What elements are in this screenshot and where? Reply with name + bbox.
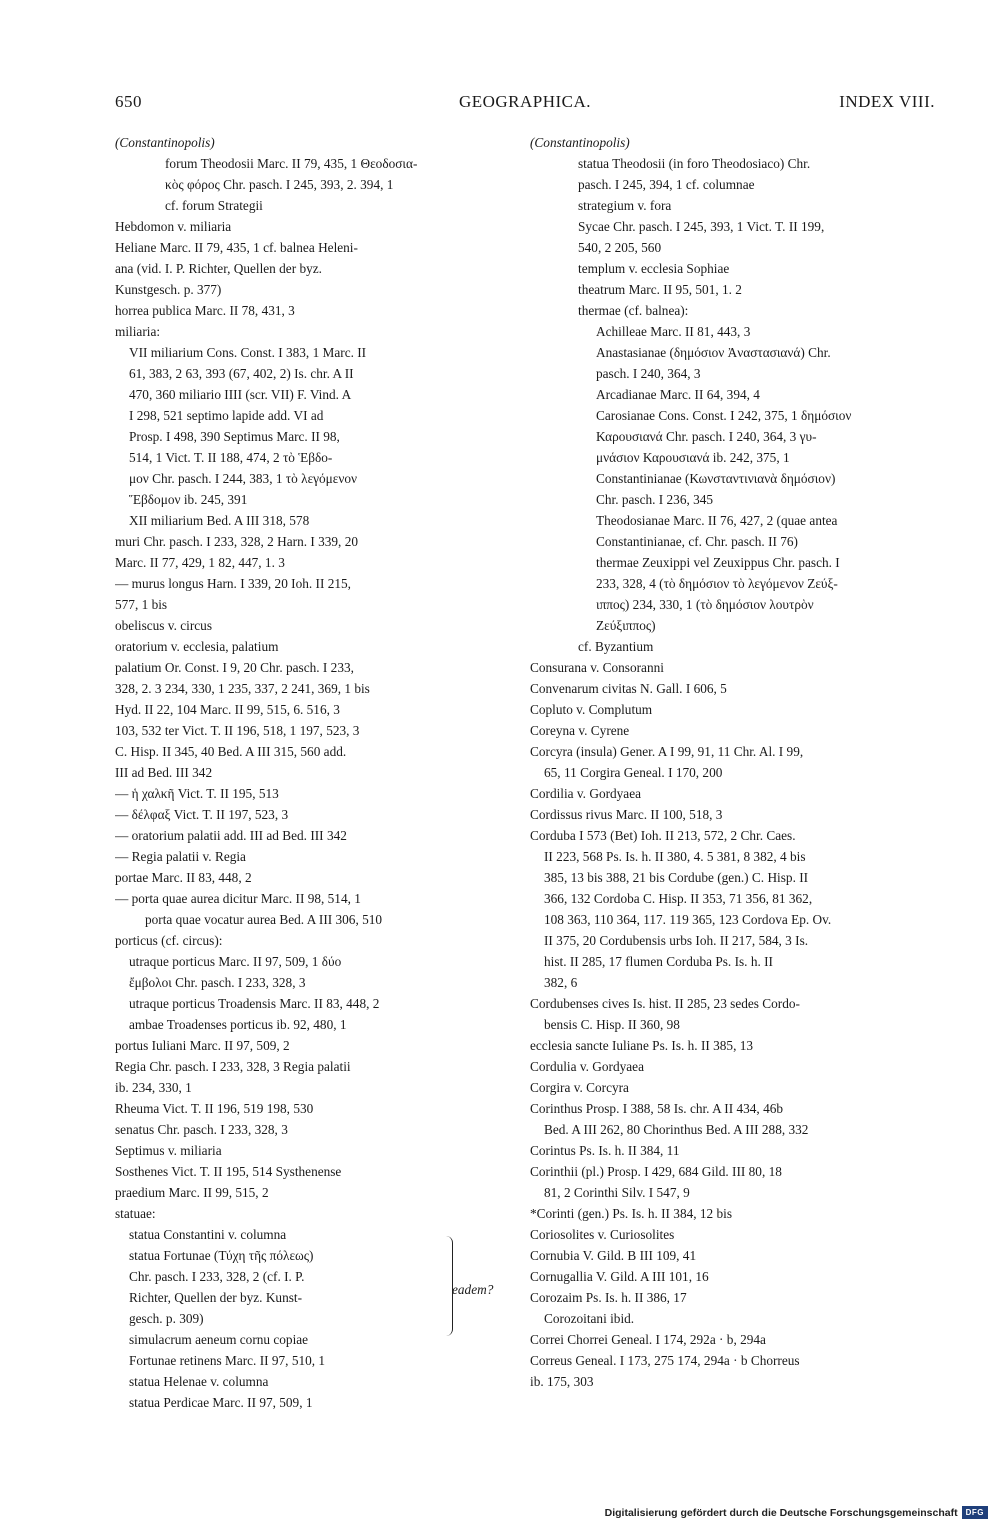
right-line: theatrum Marc. II 95, 501, 1. 2 [578, 282, 742, 297]
left-line: statua Fortunae (Τύχη τῆς πόλεως) [129, 1248, 314, 1263]
left-line: — ἡ χαλκῆ Vict. T. II 195, 513 [115, 786, 279, 801]
right-line: Corinthii (pl.) Prosp. I 429, 684 Gild. III 80, 18 [530, 1164, 782, 1179]
left-line: utraque porticus Troadensis Marc. II 83, 448, 2 [129, 996, 380, 1011]
margin-note-eadem: eadem? [452, 1282, 494, 1297]
right-line: Convenarum civitas N. Gall. I 606, 5 [530, 681, 727, 696]
right-line: Constantinianae, cf. Chr. pasch. II 76) [596, 534, 798, 549]
left-line: Sosthenes Vict. T. II 195, 514 Systhenense [115, 1164, 342, 1179]
left-line: 328, 2. 3 234, 330, 1 235, 337, 2 241, 369, 1 bis [115, 681, 370, 696]
left-line: porticus (cf. circus): [115, 933, 223, 948]
left-line: — porta quae aurea dicitur Marc. II 98, 514, 1 [115, 891, 361, 906]
right-line: Achilleae Marc. II 81, 443, 3 [596, 324, 751, 339]
right-line: ιππος) 234, 330, 1 (τὸ δημόσιον λουτρὸν [596, 597, 814, 612]
left-line: Fortunae retinens Marc. II 97, 510, 1 [129, 1353, 326, 1368]
index-label: INDEX VIII. [839, 92, 935, 111]
page-number: 650 [115, 92, 142, 111]
left-line: gesch. p. 309) [129, 1311, 204, 1326]
left-line: I 298, 521 septimo lapide add. VI ad [129, 408, 324, 423]
left-line: ib. 234, 330, 1 [115, 1080, 192, 1095]
left-line: senatus Chr. pasch. I 233, 328, 3 [115, 1122, 288, 1137]
left-line: — murus longus Harn. I 339, 20 Ioh. II 215, [115, 576, 351, 591]
left-line: Hyd. II 22, 104 Marc. II 99, 515, 6. 516, 3 [115, 702, 340, 717]
right-line: Chr. pasch. I 236, 345 [596, 492, 714, 507]
left-line: Regia Chr. pasch. I 233, 328, 3 Regia palatii [115, 1059, 351, 1074]
left-line: palatium Or. Const. I 9, 20 Chr. pasch. I 233, [115, 660, 354, 675]
left-line: statuae: [115, 1206, 156, 1221]
right-line: Ζεύξιππος) [596, 618, 656, 633]
right-line: 366, 132 Cordoba C. Hisp. II 353, 71 356, 81 362, [544, 891, 813, 906]
right-line: Corintus Ps. Is. h. II 384, 11 [530, 1143, 680, 1158]
right-line: Cornubia V. Gild. B III 109, 41 [530, 1248, 697, 1263]
right-line: Sycae Chr. pasch. I 245, 393, 1 Vict. T. II 199, [578, 219, 825, 234]
right-line: 65, 11 Corgira Geneal. I 170, 200 [544, 765, 723, 780]
right-line: Copluto v. Complutum [530, 702, 653, 717]
left-line: ἔμβολοι Chr. pasch. I 233, 328, 3 [129, 975, 306, 990]
right-line: statua Theodosii (in foro Theodosiaco) Chr. [578, 156, 811, 171]
right-line: Carosianae Cons. Const. I 242, 375, 1 δημόσιον [596, 408, 852, 423]
left-line: (Constantinopolis) [115, 135, 215, 150]
left-line: Rheuma Vict. T. II 196, 519 198, 530 [115, 1101, 314, 1116]
left-line: XII miliarium Bed. A III 318, 578 [129, 513, 310, 528]
right-line: μνάσιον Καρουσιανά ib. 242, 375, 1 [596, 450, 790, 465]
left-line: porta quae vocatur aurea Bed. A III 306, 510 [145, 912, 383, 927]
right-line: ecclesia sancte Iuliane Ps. Is. h. II 385, 13 [530, 1038, 754, 1053]
right-line: II 375, 20 Cordubensis urbs Ioh. II 217, 584, 3 Is. [544, 933, 809, 948]
left-line: forum Theodosii Marc. II 79, 435, 1 Θεοδοσια- [165, 156, 418, 171]
right-line: Corcyra (insula) Gener. A I 99, 91, 11 Chr. Al. I 99, [530, 744, 804, 759]
left-line: miliaria: [115, 324, 161, 339]
right-line: Corduba I 573 (Bet) Ioh. II 213, 572, 2 Chr. Caes. [530, 828, 796, 843]
right-line: Cordulia v. Gordyaea [530, 1059, 644, 1074]
right-line: Bed. A III 262, 80 Chorinthus Bed. A III 288, 332 [544, 1122, 809, 1137]
right-line: bensis C. Hisp. II 360, 98 [544, 1017, 680, 1032]
left-line: ambae Troadenses porticus ib. 92, 480, 1 [129, 1017, 347, 1032]
left-line: cf. forum Strategii [165, 198, 263, 213]
right-line: Cordissus rivus Marc. II 100, 518, 3 [530, 807, 723, 822]
left-line: muri Chr. pasch. I 233, 328, 2 Harn. I 339, 20 [115, 534, 359, 549]
left-line: oratorium v. ecclesia, palatium [115, 639, 279, 654]
left-line: — δέλφαξ Vict. T. II 197, 523, 3 [115, 807, 289, 822]
left-line: 61, 383, 2 63, 393 (67, 402, 2) Is. chr. A II [129, 366, 354, 381]
right-line: pasch. I 245, 394, 1 cf. columnae [578, 177, 755, 192]
right-line: (Constantinopolis) [530, 135, 630, 150]
left-line: simulacrum aeneum cornu copiae [129, 1332, 309, 1347]
left-line: portus Iuliani Marc. II 97, 509, 2 [115, 1038, 290, 1053]
right-line: cf. Byzantium [578, 639, 654, 654]
right-line: Correus Geneal. I 173, 275 174, 294a · b Chorreus [530, 1353, 800, 1368]
running-title: GEOGRAPHICA. [458, 92, 592, 111]
right-line: hist. II 285, 17 flumen Corduba Ps. Is. h. II [544, 954, 773, 969]
left-line: Richter, Quellen der byz. Kunst- [129, 1290, 303, 1305]
left-line: statua Helenae v. columna [129, 1374, 269, 1389]
right-line: Coriosolites v. Curiosolites [530, 1227, 675, 1242]
left-line: Ἕβδομον ib. 245, 391 [129, 492, 248, 507]
left-line: VII miliarium Cons. Const. I 383, 1 Marc. II [129, 345, 367, 360]
right-line: Constantinianae (Κωνσταντινιανὰ δημόσιον) [596, 471, 836, 486]
page-header [115, 92, 935, 116]
right-line: Corinthus Prosp. I 388, 58 Is. chr. A II 434, 46b [530, 1101, 784, 1116]
right-line: thermae Zeuxippi vel Zeuxippus Chr. pasch. I [596, 555, 840, 570]
left-line: Prosp. I 498, 390 Septimus Marc. II 98, [129, 429, 340, 444]
left-line: 514, 1 Vict. T. II 188, 474, 2 τὸ Ἑβδο- [129, 450, 333, 465]
footer-credit [605, 1506, 988, 1519]
left-column [115, 132, 510, 1413]
left-line: Hebdomon v. miliaria [115, 219, 232, 234]
right-line: *Corinti (gen.) Ps. Is. h. II 384, 12 bis [530, 1206, 733, 1221]
right-line: Consurana v. Consoranni [530, 660, 664, 675]
right-line: Theodosianae Marc. II 76, 427, 2 (quae antea [596, 513, 838, 528]
left-line: C. Hisp. II 345, 40 Bed. A III 315, 560 add. [115, 744, 347, 759]
left-line: utraque porticus Marc. II 97, 509, 1 δύο [129, 954, 342, 969]
right-line: ib. 175, 303 [530, 1374, 594, 1389]
right-line: 385, 13 bis 388, 21 bis Cordube (gen.) C. Hisp. II [544, 870, 809, 885]
right-line: 81, 2 Corinthi Silv. I 547, 9 [544, 1185, 690, 1200]
left-line: ana (vid. I. P. Richter, Quellen der byz. [115, 261, 322, 276]
left-line: κὸς φόρος Chr. pasch. I 245, 393, 2. 394, 1 [165, 177, 394, 192]
right-line: II 223, 568 Ps. Is. h. II 380, 4. 5 381, 8 382, 4 bis [544, 849, 806, 864]
left-line: obeliscus v. circus [115, 618, 212, 633]
left-line: μον Chr. pasch. I 244, 383, 1 τὸ λεγόμενον [129, 471, 358, 486]
right-line: pasch. I 240, 364, 3 [596, 366, 701, 381]
left-line: statua Perdicae Marc. II 97, 509, 1 [129, 1395, 313, 1410]
left-line: 103, 532 ter Vict. T. II 196, 518, 1 197, 523, 3 [115, 723, 360, 738]
right-line: 108 363, 110 364, 117. 119 365, 123 Cordova Ep. Ov. [544, 912, 832, 927]
left-line: Kunstgesch. p. 377) [115, 282, 222, 297]
right-line: Corozoitani ibid. [544, 1311, 635, 1326]
left-line: portae Marc. II 83, 448, 2 [115, 870, 252, 885]
right-line: strategium v. fora [578, 198, 672, 213]
left-line: Chr. pasch. I 233, 328, 2 (cf. I. P. [129, 1269, 305, 1284]
dfg-logo: DFG [962, 1506, 988, 1519]
right-line: Καρουσιανά Chr. pasch. I 240, 364, 3 γυ- [596, 429, 817, 444]
left-line: III ad Bed. III 342 [115, 765, 213, 780]
right-line: 540, 2 205, 560 [578, 240, 662, 255]
right-line: 382, 6 [544, 975, 578, 990]
right-line: Anastasianae (δημόσιον Ἀναστασιανά) Chr. [596, 345, 831, 360]
right-line: Cordilia v. Gordyaea [530, 786, 642, 801]
left-line: Heliane Marc. II 79, 435, 1 cf. balnea Heleni- [115, 240, 358, 255]
right-line: Cordubenses cives Is. hist. II 285, 23 sedes Cordo- [530, 996, 800, 1011]
right-line: Cornugallia V. Gild. A III 101, 16 [530, 1269, 709, 1284]
left-line: 470, 360 miliario IIII (scr. VII) F. Vind. A [129, 387, 352, 402]
right-line: templum v. ecclesia Sophiae [578, 261, 730, 276]
right-line: Arcadianae Marc. II 64, 394, 4 [596, 387, 760, 402]
left-line: praedium Marc. II 99, 515, 2 [115, 1185, 269, 1200]
left-line: Marc. II 77, 429, 1 82, 447, 1. 3 [115, 555, 285, 570]
left-line: — oratorium palatii add. III ad Bed. III 342 [115, 828, 347, 843]
left-line: 577, 1 bis [115, 597, 168, 612]
right-line: Corgira v. Corcyra [530, 1080, 629, 1095]
right-line: 233, 328, 4 (τὸ δημόσιον τὸ λεγόμενον Ζεύξ- [596, 576, 838, 591]
footer-credit-text: Digitalisierung gefördert durch die Deutsche Forschungsgemeinschaft [604, 1506, 958, 1519]
right-line: Coreyna v. Cyrene [530, 723, 630, 738]
left-line: Septimus v. miliaria [115, 1143, 222, 1158]
left-line: horrea publica Marc. II 78, 431, 3 [115, 303, 295, 318]
left-line: — Regia palatii v. Regia [115, 849, 246, 864]
right-line: thermae (cf. balnea): [578, 303, 689, 318]
right-line: Correi Chorrei Geneal. I 174, 292a · b, 294a [530, 1332, 766, 1347]
left-line: statua Constantini v. columna [129, 1227, 287, 1242]
right-line: Corozaim Ps. Is. h. II 386, 17 [530, 1290, 687, 1305]
right-column [530, 132, 922, 1392]
